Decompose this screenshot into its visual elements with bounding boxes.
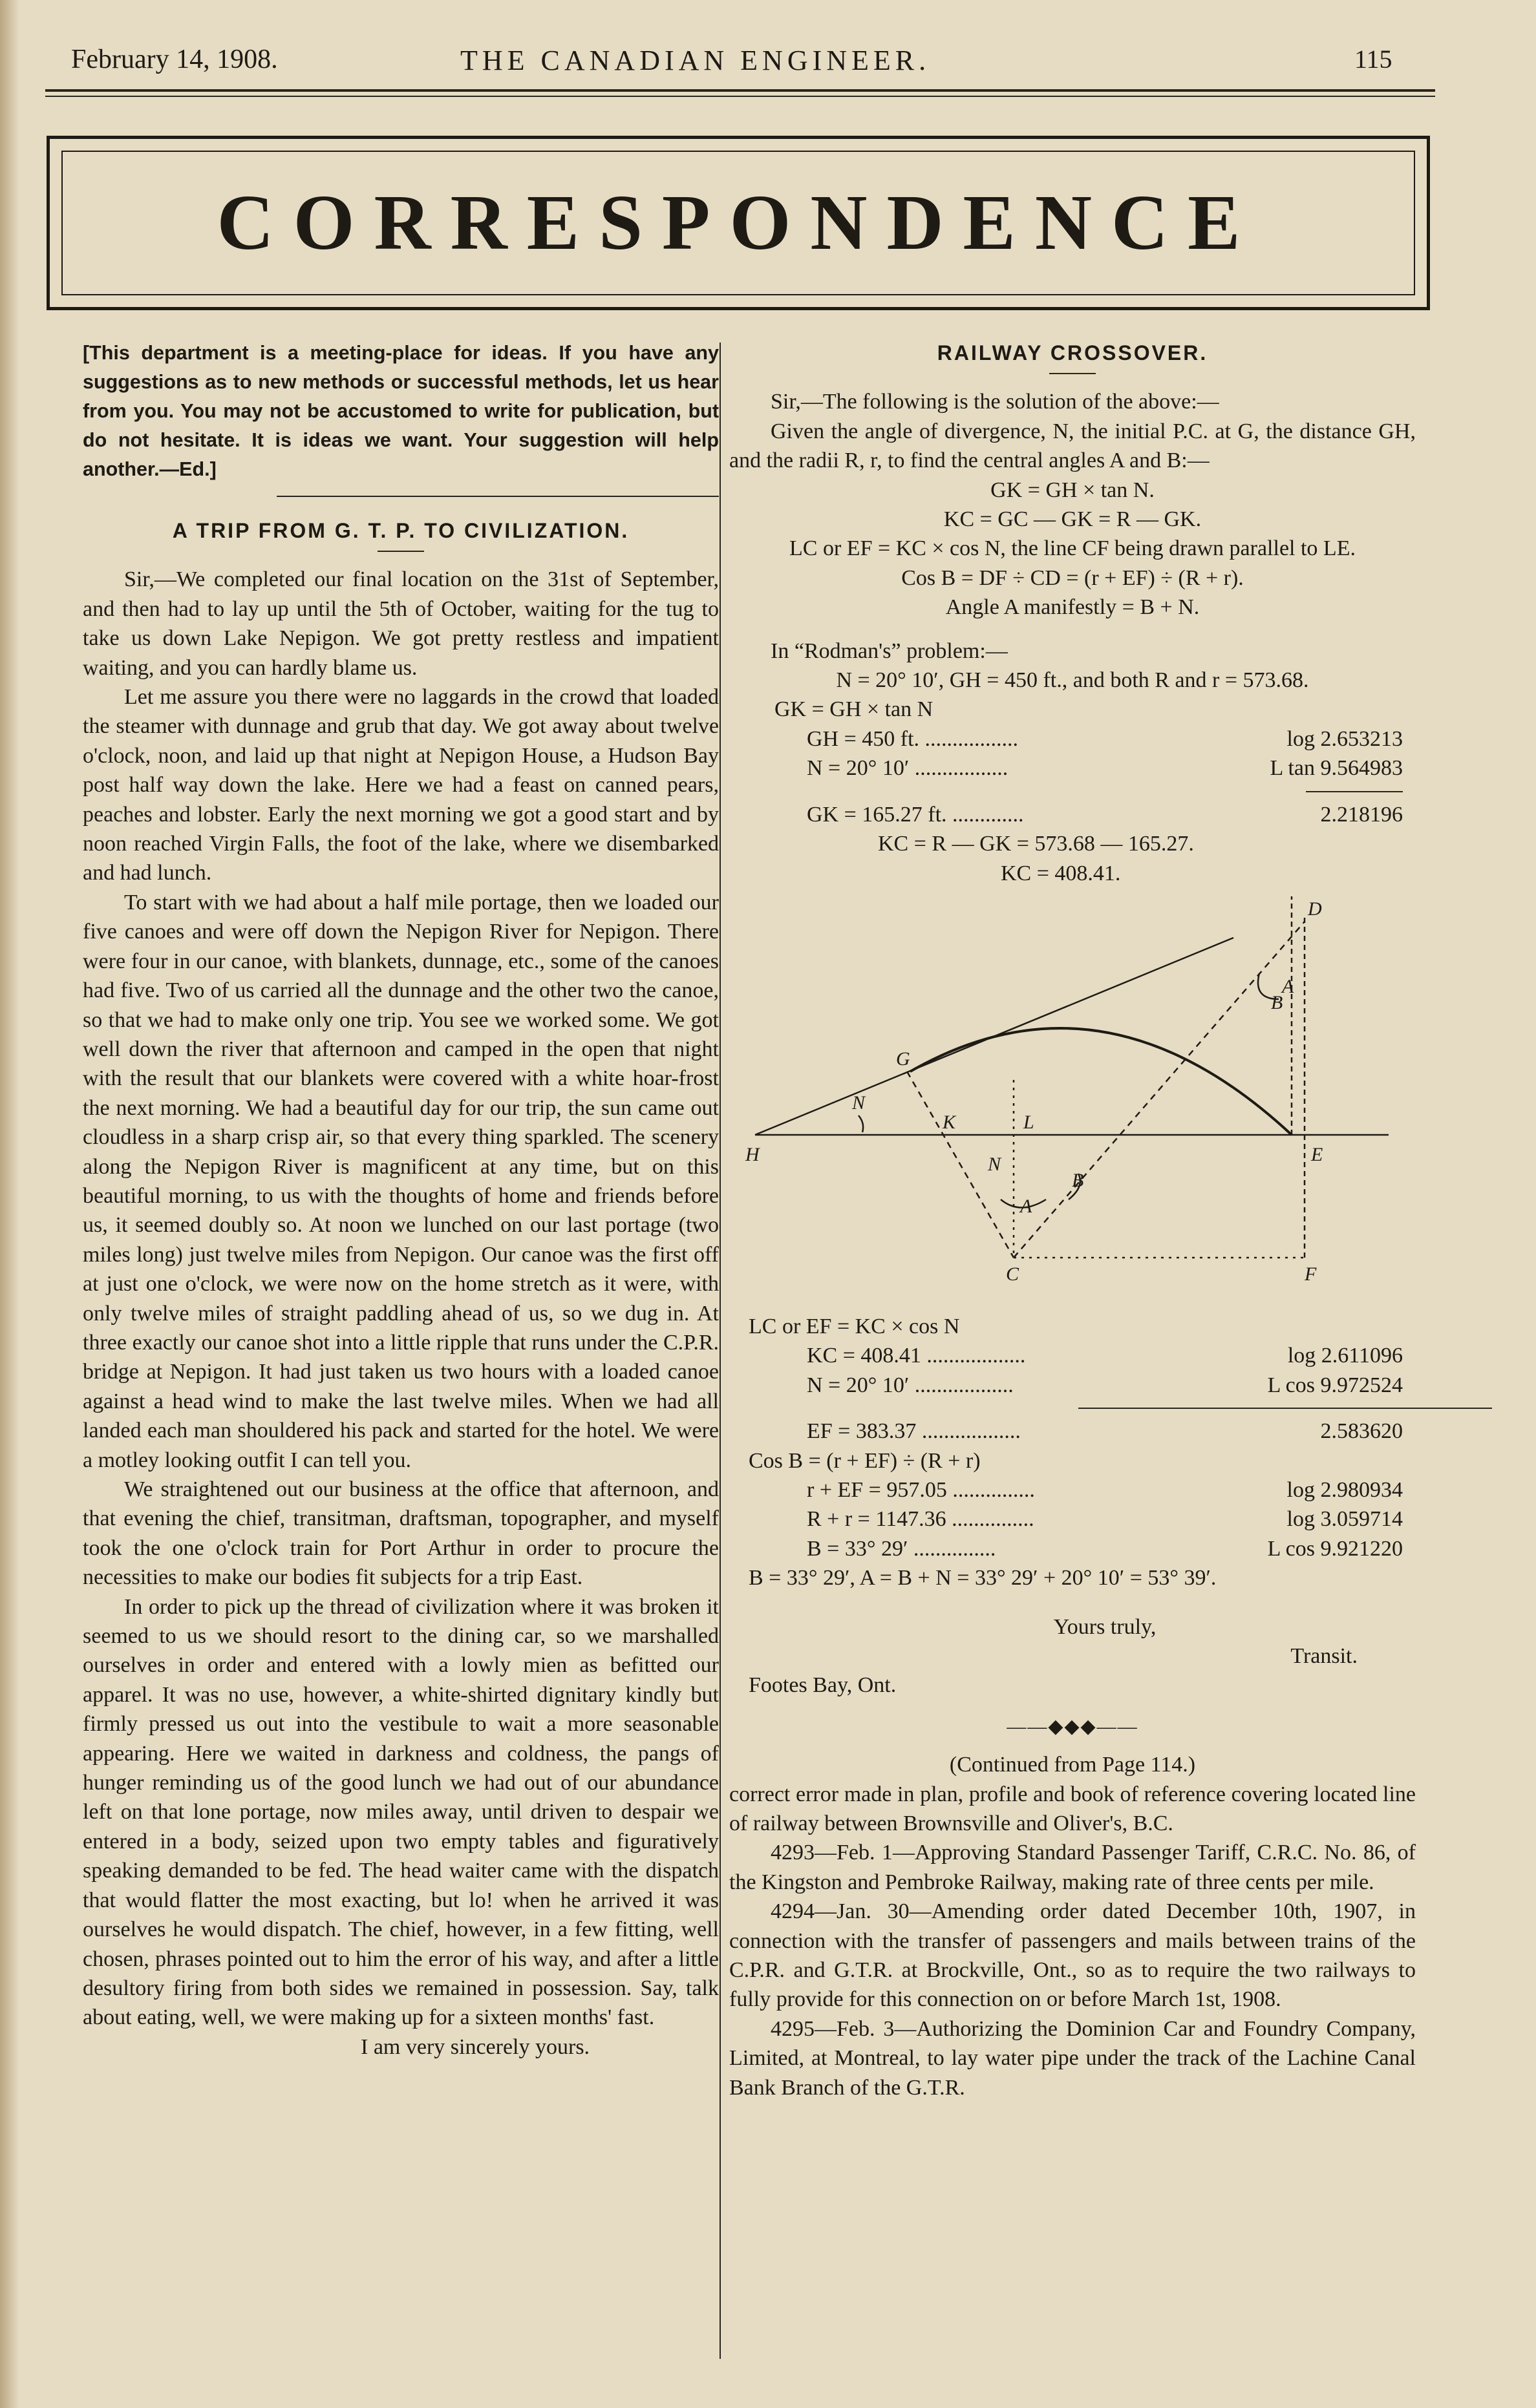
diagram-label: B (1271, 991, 1283, 1013)
formula: Angle A manifestly = B + N. (945, 595, 1200, 620)
calc-result: EF = 383.37 .................. 2.583620 (807, 1419, 1403, 1444)
calc-row: B = 33° 29′ ............... L cos 9.921220 (807, 1536, 1403, 1561)
article-heading: A TRIP FROM G. T. P. TO CIVILIZATION. (172, 519, 630, 542)
diagram-label: N (852, 1092, 866, 1114)
paragraph: Given the angle of divergence, N, the initial P.C. at G, the distance GH, and the radii R, r, to find the central angles A and B:— (729, 419, 1416, 473)
diagram-label: G (896, 1048, 910, 1070)
diagram-label: L (1023, 1111, 1034, 1133)
calc-row: N = 20° 10′ ................. L tan 9.564983 (807, 756, 1403, 781)
calc-line: KC = R — GK = 573.68 — 165.27. (878, 832, 1194, 856)
left-column (83, 339, 719, 2062)
diagram-label: B (1072, 1169, 1084, 1191)
header-rule-thin (45, 96, 1435, 97)
binding-shadow (0, 0, 19, 2408)
location: Footes Bay, Ont. (749, 1673, 897, 1698)
letter-closing: I am very sincerely yours. (361, 2034, 590, 2059)
formula: LC or EF = KC × cos N, the line CF being drawn parallel to LE. (789, 536, 1356, 561)
issue-date: February 14, 1908. (71, 45, 278, 74)
journal-title: THE CANADIAN ENGINEER. (460, 45, 931, 76)
diagram-label: A (1020, 1195, 1032, 1217)
diagram-label: A (1282, 975, 1294, 997)
paragraph: 4294—Jan. 30—Amending order dated December 10th, 1907, in connection with the transfer of passengers and mails between trains of the C.P.R. and G.T.R. at Brockville, Ont., so as to require the two railways to fully provide for this connection on or before March 1st, 1908. (729, 1899, 1416, 2012)
letter-closing: Yours truly, (1053, 1614, 1157, 1639)
heading-rule (1049, 373, 1096, 374)
paragraph: 4295—Feb. 3—Authorizing the Dominion Car and Foundry Company, Limited, at Montreal, to lay water pipe under the track of the Lachine Canal Bank Branch of the G.T.R. (729, 2016, 1416, 2100)
ornament-divider: ——◆◆◆—— (1007, 1715, 1138, 1737)
calc-row: R + r = 1147.36 ............... log 3.059714 (807, 1507, 1403, 1532)
calc-result: GK = 165.27 ft. ............. 2.218196 (807, 802, 1403, 827)
paragraph: 4293—Feb. 1—Approving Standard Passenger Tariff, C.R.C. No. 86, of the Kingston and Pembroke Railway, making rate of three cents per mile. (729, 1841, 1416, 1894)
angle-arc-n (859, 1115, 863, 1132)
calc-line: KC = 408.41. (1001, 861, 1121, 885)
page-number: 115 (1354, 45, 1392, 74)
calc-row: r + EF = 957.05 ............... log 2.980934 (807, 1477, 1403, 1502)
heading-rule (378, 551, 424, 552)
calc-row: GH = 450 ft. ................. log 2.653213 (807, 726, 1403, 751)
notice-rule (277, 496, 719, 497)
section-banner (47, 136, 1430, 310)
paragraph: In order to pick up the thread of civilization where it was broken it seemed to us we should resort to the dining car, so we marshalled ourselves in order and entered with a lowly mien as befitted our apparel. It was no use, however, a white-shirted dignitary kindly but firmly pressed us out into the vestibule to wait a more seasonable appearing. Here we waited in darkness and coldness, the pangs of hunger reminding us of the good lunch we had out of our abundance left on that lone portage, now miles away, until driven to despair we entered in a body, seized upon two empty tables and figuratively speaking demanded to be fed. The head waiter came with the dispatch that would flatter the most exacting, but lo! when he arrived it was ourselves he would dispatch. The chief, however, in a few fitting, well chosen, phrases pointed out to him the error of his way, and after a little desultory firing from both sides we remained in possession. Say, talk about eating, well, we were making up for a sixteen months' fast. (83, 1594, 719, 2030)
sum-rule (1078, 1408, 1492, 1409)
article-heading: RAILWAY CROSSOVER. (937, 341, 1208, 364)
paragraph: Let me assure you there were no laggards in the crowd that loaded the steamer with dunnage and grub that day. We got away about twelve o'clock, noon, and laid up that night at Nepigon House, a Hudson Bay post half way down the lake. Here we had a feast on canned pears, peaches and lobster. Early the next morning we got a good start and by noon reached Virgin Falls, the foot of the lake, where we disembarked and had lunch. (83, 685, 719, 885)
paragraph: To start with we had about a half mile portage, then we loaded our five canoes and were off down the Nepigon River for Nepigon. There were four in our canoe, with blankets, dunnage, etc., some of the canoes had five. Two of us carried all the dunnage and the other two the canoe, so that we had to make only one trip. You see we worked some. We got well down the river that afternoon and camped in the open that night with the result that our blankets were covered with a white hoar-frost the next morning. We had a beautiful day for our trip, the sun came out cloudless in a sharp crisp air, so that every thing sparkled. The scenery along the Nepigon River is magnificent at any time, but on this beautiful morning, to us with the thoughts of home and friends before us, it seemed doubly so. At noon we lunched on our last portage (two miles long) just twelve miles from Nepigon. Our canoe was the first off at just one o'clock, we were now on the home stretch as it were, with only twelve miles of straight paddling ahead of us, so we dug in. At three exactly our canoe shot into a little ripple that runs under the C.P.R. bridge at Nepigon. It had just taken us two hours with a loaded canoe against a head wind to make the last twelve miles. When we had all landed each man shouldered his pack and started for the hotel. We were a motley looking outfit I can tell you. (83, 890, 719, 1472)
paragraph: In “Rodman's” problem:— (771, 639, 1008, 663)
crossover-diagram (742, 896, 1402, 1296)
continued-note: (Continued from Page 114.) (949, 1753, 1196, 1777)
final-result: B = 33° 29′, A = B + N = 33° 29′ + 20° 10′ = 53° 39′. (749, 1566, 1217, 1590)
diagram-label: K (943, 1111, 956, 1133)
diagram-label: N (988, 1153, 1001, 1175)
formula: GK = GH × tan N. (990, 478, 1155, 502)
crossover-curve (910, 1028, 1292, 1135)
signature: Transit. (1290, 1643, 1358, 1668)
diagram-label: C (1006, 1263, 1019, 1285)
right-column (729, 339, 1416, 2102)
banner-title: CORRESPONDENCE (217, 179, 1260, 266)
paragraph: correct error made in plan, profile and book of reference covering located line of railway between Brownsville and Oliver's, B.C. (729, 1782, 1416, 1835)
calc-heading: Cos B = (r + EF) ÷ (R + r) (749, 1448, 981, 1473)
formula: Cos B = DF ÷ CD = (r + EF) ÷ (R + r). (901, 565, 1244, 590)
diagram-label: H (745, 1143, 760, 1165)
paragraph: Sir,—The following is the solution of the above:— (771, 390, 1219, 414)
problem-given: N = 20° 10′, GH = 450 ft., and both R and r = 573.68. (836, 668, 1309, 693)
diagram-label: F (1305, 1263, 1317, 1285)
calc-row: N = 20° 10′ .................. L cos 9.972524 (807, 1373, 1403, 1397)
sum-rule (1306, 791, 1403, 792)
calc-heading: LC or EF = KC × cos N (749, 1314, 960, 1338)
diagram-label: E (1311, 1143, 1323, 1165)
diagram-label: D (1308, 898, 1322, 920)
formula: KC = GC — GK = R — GK. (943, 507, 1202, 532)
paragraph: Sir,—We completed our final location on the 31st of September, and then had to lay up until the 5th of October, waiting for the tug to take us down Lake Nepigon. We got pretty restless and impatient waiting, and you can hardly blame us. (83, 567, 719, 680)
calc-row: KC = 408.41 .................. log 2.611096 (807, 1344, 1403, 1368)
editor-notice: [This department is a meeting-place for ideas. If you have any suggestions as to new methods or successful methods, let us hear from you. You may not be accustomed to write for publication, but do not hesitate. It is ideas we want. Your suggestion will help another.—Ed.] (83, 342, 719, 480)
radius-cd (1014, 922, 1305, 1258)
paragraph: We straightened out our business at the office that afternoon, and that evening the chief, transitman, draftsman, topographer, and myself took the one o'clock train for Port Arthur in order to procure the necessities to make our bodies fit subjects for a trip East. (83, 1477, 719, 1590)
header-rule-thick (45, 89, 1435, 92)
calc-heading: GK = GH × tan N (774, 697, 933, 722)
column-divider (720, 343, 721, 2359)
